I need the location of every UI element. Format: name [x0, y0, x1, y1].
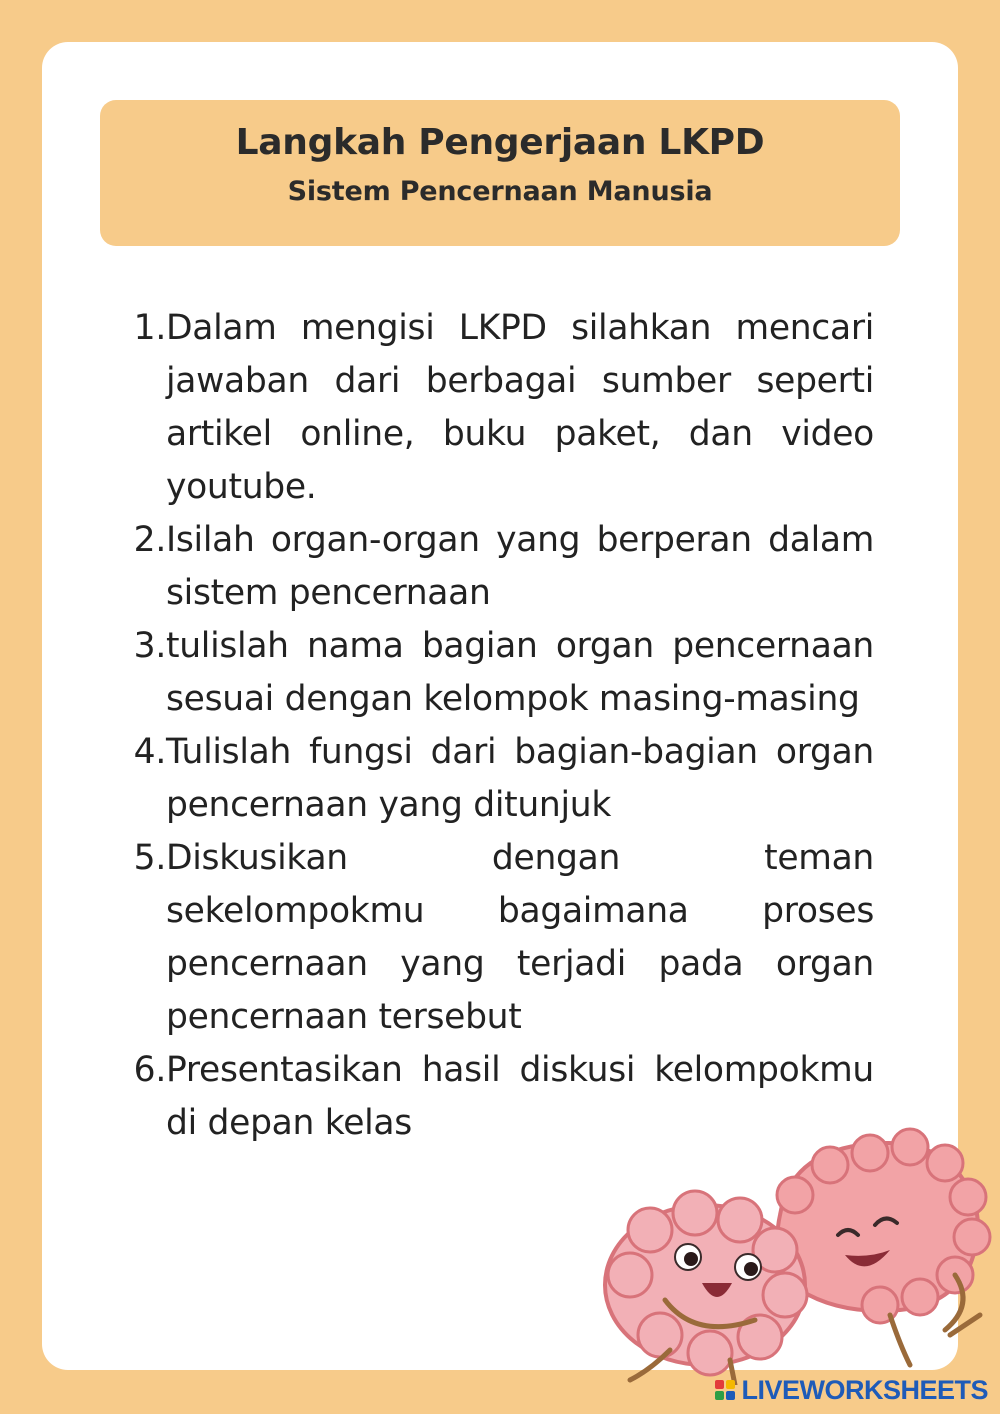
step-item [122, 302, 874, 514]
intestine-mascot-illustration [590, 1125, 1000, 1385]
step-text: Presentasikan hasil diskusi kelompokmu di depan kelas [166, 1050, 874, 1143]
large-intestine-character [777, 1129, 990, 1365]
brand-name: LIVEWORKSHEETS [741, 1374, 988, 1405]
step-number: 5. [133, 838, 166, 878]
step-item [122, 832, 874, 1044]
liveworksheets-logo-icon [715, 1380, 735, 1400]
step-number: 1. [133, 308, 166, 348]
step-item [122, 620, 874, 726]
step-text: tulislah nama bagian organ pencernaan sesuai dengan kelompok masing-masing [166, 626, 874, 719]
step-text: Tulislah fungsi dari bagian-bagian organ pencernaan yang ditunjuk [166, 732, 874, 825]
step-number: 3. [133, 626, 166, 666]
step-text: Dalam mengisi LKPD silahkan mencari jawaban dari berbagai sumber seperti artikel online, buku paket, dan video youtube. [166, 308, 874, 507]
steps-list [122, 302, 874, 1150]
step-item [122, 726, 874, 832]
header-banner [100, 100, 900, 246]
step-item [122, 514, 874, 620]
page-title: Langkah Pengerjaan LKPD [235, 122, 765, 163]
step-text: Diskusikan dengan teman sekelompokmu bagaimana proses pencernaan yang terjadi pada organ pencernaan tersebut [166, 838, 874, 1037]
small-intestine-character [605, 1191, 807, 1385]
page-subtitle: Sistem Pencernaan Manusia [287, 176, 713, 207]
step-number: 4. [133, 732, 166, 772]
step-number: 2. [133, 520, 166, 560]
step-text: Isilah organ-organ yang berperan dalam sistem pencernaan [166, 520, 874, 613]
step-number: 6. [133, 1050, 166, 1090]
liveworksheets-watermark [715, 1372, 988, 1408]
